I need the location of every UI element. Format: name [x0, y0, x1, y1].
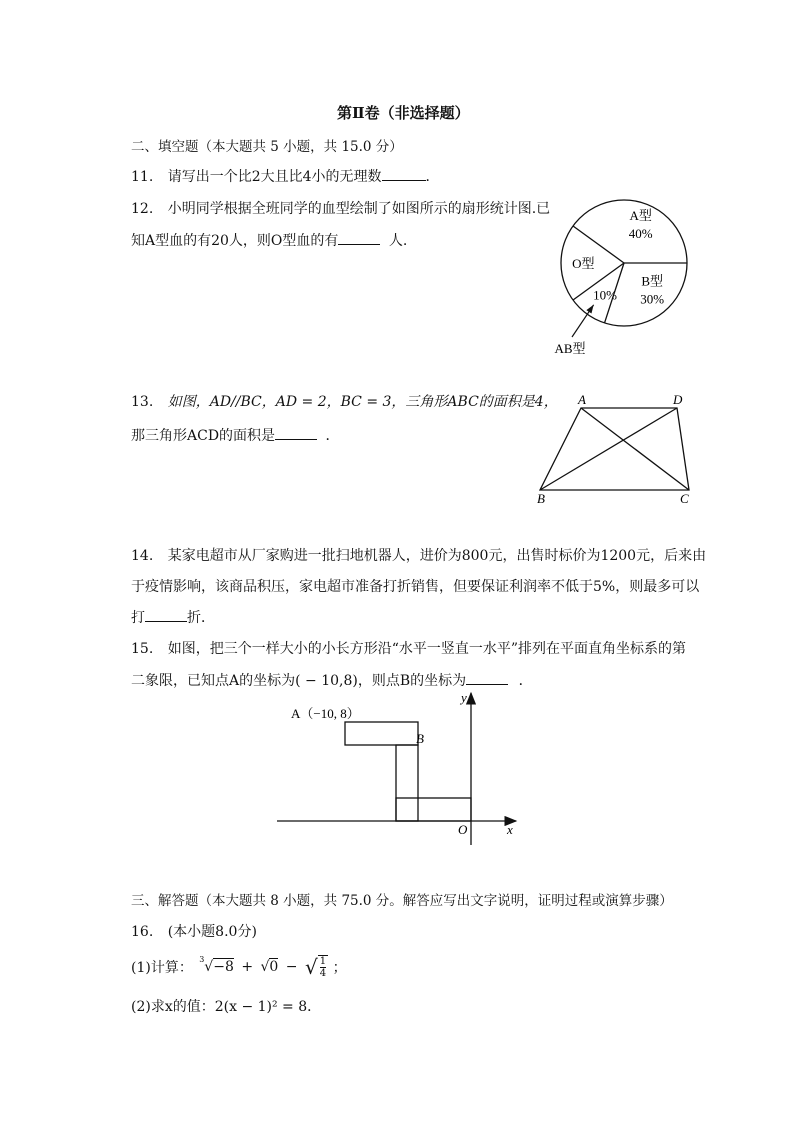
question-tail: 人.: [388, 233, 408, 249]
pie-label-o-type: O型: [572, 256, 595, 271]
question-text: 某家电超市从厂家购进一批扫地机器人，进价为800元，出售时标价为1200元，后来由: [167, 548, 707, 564]
page-title: 第Ⅱ卷（非选择题）: [337, 104, 470, 122]
question-number: 11.: [131, 169, 154, 185]
point-b-label: B: [537, 491, 545, 506]
question-text: 打: [131, 610, 145, 626]
question-text: 小明同学根据全班同学的血型绘制了如图所示的扇形统计图.已: [167, 201, 551, 217]
question-number: 15.: [131, 641, 154, 657]
pie-value-ab-type: 10%: [593, 287, 617, 303]
rectangle-middle: [396, 745, 418, 821]
pie-value-b-type: 30%: [640, 291, 665, 307]
y-axis-label: y: [461, 690, 467, 705]
question-tail: ．: [325, 428, 340, 444]
rectangle-bottom: [396, 798, 471, 821]
question-text: 请写出一个比2大且比4小的无理数: [167, 169, 382, 185]
pie-label-b-type: B型: [641, 273, 664, 289]
question-16-part2: (2)求x的值：2(x − 1)² = 8．: [131, 999, 322, 1015]
question-text: 那三角形ACD的面积是: [131, 428, 276, 444]
question-text: 知A型血的有20人，则O型血的有: [131, 233, 339, 249]
operator: +: [241, 959, 254, 975]
root-index: 3: [199, 955, 205, 964]
origin-label: O: [458, 822, 468, 837]
question-score: (本小题8.0分): [167, 924, 257, 940]
section-heading-solve: 三、解答题（本大题共 8 小题，共 75.0 分。解答应写出文字说明，证明过程或演算步骤）: [131, 893, 673, 909]
question-number: 12.: [131, 201, 154, 217]
question-14-line2: 于疫情影响，该商品积压，家电超市准备打折销售，但要保证利润率不低于5%，则最多可以: [131, 579, 700, 595]
question-16-part1: [131, 955, 347, 985]
question-tail: 折．: [187, 610, 215, 626]
question-16-header: [131, 921, 257, 941]
section-heading-fill-in: 二、填空题（本大题共 5 小题，共 15.0 分）: [131, 139, 403, 155]
question-text: 如图，AD//BC，AD = 2，BC = 3，三角形ABC的面积是4，: [167, 394, 558, 410]
question-text: 二象限，已知点A的坐标为( − 10,8)，则点B的坐标为: [131, 673, 467, 689]
pie-label-a-type: A型: [629, 208, 652, 224]
operator: −: [285, 959, 298, 975]
radicand: −8: [213, 959, 234, 975]
square-root: √0: [260, 959, 279, 975]
pie-label-ab-type: AB型: [554, 341, 586, 356]
numerator: 1: [319, 956, 327, 967]
question-number: 14.: [131, 548, 154, 564]
x-axis-label: x: [507, 822, 513, 837]
part-tail: ；: [332, 960, 347, 976]
point-c-label: C: [680, 491, 689, 506]
denominator: 4: [319, 968, 327, 979]
point-a-coordinate-label: A（−10, 8）: [291, 706, 360, 721]
point-b-label: B: [416, 731, 424, 746]
fraction-root: √ $\frac{1}{4}$: [304, 955, 327, 979]
point-a-label: A: [578, 392, 586, 407]
question-text: 如图，把三个一样大小的小长方形沿“水平一竖直一水平”排列在平面直角坐标系的第: [167, 641, 687, 657]
point-d-label: D: [673, 392, 683, 407]
question-number: 16.: [131, 924, 154, 940]
question-tail: ．: [518, 673, 533, 689]
question-number: 13.: [131, 394, 154, 410]
part-label: (1)计算：: [131, 960, 193, 976]
cube-root: 3 √−8: [199, 955, 234, 975]
pie-value-a-type: 40%: [628, 226, 653, 242]
question-tail: ．: [425, 169, 440, 185]
radicand: 0: [269, 959, 279, 975]
rectangle-top: [345, 722, 418, 745]
